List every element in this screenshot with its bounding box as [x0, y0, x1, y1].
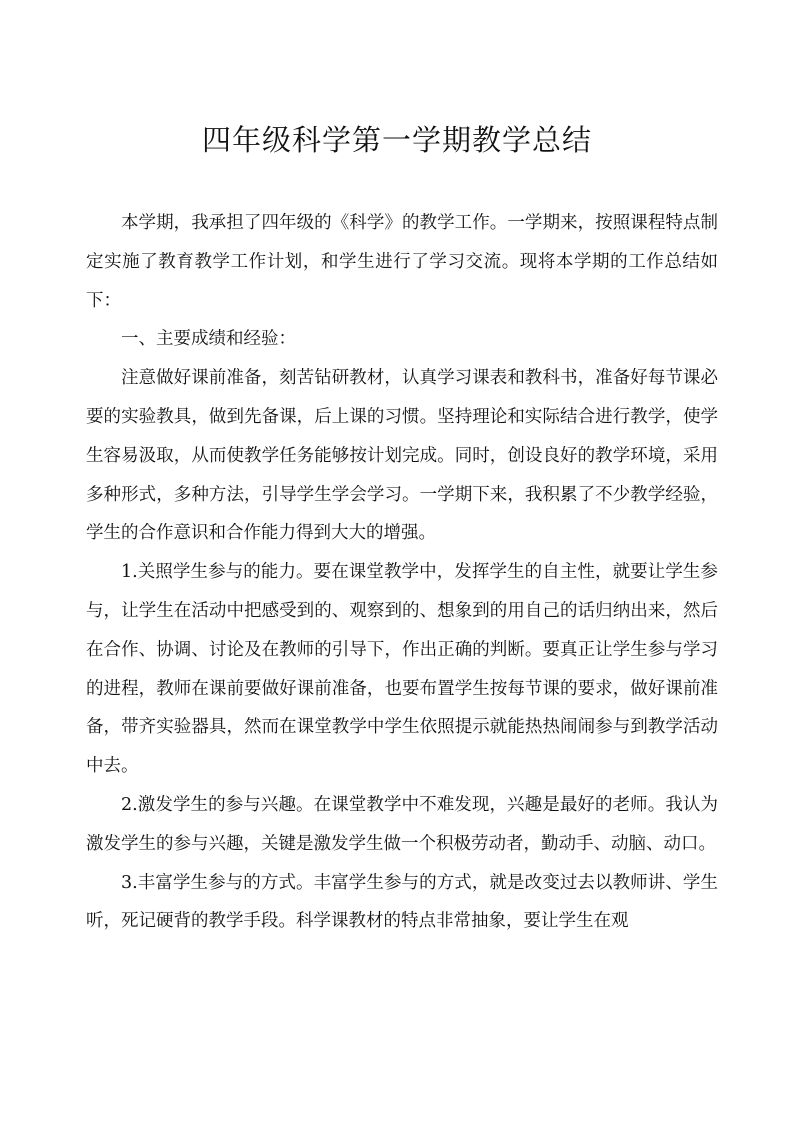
section-heading-achievements: 一、主要成绩和经验：	[121, 329, 296, 350]
item-2-paragraph: 2.激发学生的参与兴趣。在课堂教学中不难发现，兴趣是最好的老师。我认为激发学生的参与兴趣，关键是激发学生做一个积极劳动者，勤动手、动脑、动口。	[86, 794, 718, 854]
document-title: 四年级科学第一学期教学总结	[201, 123, 592, 157]
intro-paragraph: 本学期，我承担了四年级的《科学》的教学工作。一学期来，按照课程特点制定实施了教育教学工作计划，和学生进行了学习交流。现将本学期的工作总结如下：	[86, 213, 718, 311]
item-1-paragraph: 1.关照学生参与的能力。要在课堂教学中，发挥学生的自主性，就要让学生参与，让学生在活动中把感受到的、观察到的、想象到的用自己的话归纳出来，然后在合作、协调、讨论及在教师的引导下，作出正确的判断。要真正让学生参与学习的进程，教师在课前要做好课前准备，也要布置学生按每节课的要求，做好课前准备，带齐实验器具，然而在课堂教学中学生依照提示就能热热闹闹参与到教学活动中去。	[86, 562, 718, 777]
preparation-paragraph: 注意做好课前准备，刻苦钻研教材，认真学习课表和教科书，准备好每节课必要的实验教具，做到先备课，后上课的习惯。坚持理论和实际结合进行教学，使学生容易汲取，从而使教学任务能够按计划完成。同时，创设良好的教学环境，采用多种形式，多种方法，引导学生学会学习。一学期下来，我积累了不少教学经验，学生的合作意识和合作能力得到大大的增强。	[86, 368, 718, 544]
document-body	[86, 204, 718, 941]
item-3-paragraph: 3.丰富学生参与的方式。丰富学生参与的方式，就是改变过去以教师讲、学生听，死记硬背的教学手段。科学课教材的特点非常抽象，要让学生在观	[86, 872, 718, 932]
